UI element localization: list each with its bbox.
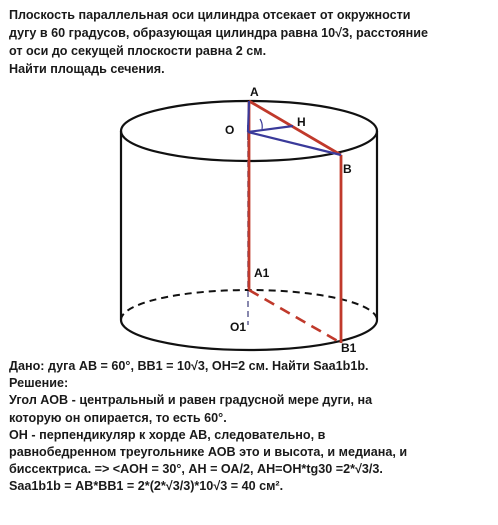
cylinder-bottom-back-arc — [121, 290, 377, 320]
label-b: B — [343, 162, 352, 176]
segment-ob — [248, 132, 341, 155]
solution-text — [9, 358, 495, 496]
section-edge-a1b1 — [249, 290, 341, 343]
solution-line: биссектриса. => <АОН = 30°, АН = ОА/2, АН=ОН*tg30 =2*√3/3. — [9, 462, 383, 477]
solution-line: Решение: — [9, 376, 69, 391]
angle-arc — [260, 119, 262, 129]
problem-line: Плоскость параллельная оси цилиндра отсекает от окружности — [9, 8, 411, 22]
solution-line: Saa1b1b = АВ*ВВ1 = 2*(2*√3/3)*10√3 = 40 см². — [9, 479, 284, 494]
cylinder-bottom-front-arc — [121, 320, 377, 350]
solution-line: ОН - перпендикуляр к хорде АВ, следовательно, в — [9, 427, 326, 442]
solution-line: равнобедренном треугольнике АОВ это и высота, и медиана, и — [9, 445, 408, 460]
solution-line: которую он опирается, то есть 60°. — [9, 410, 227, 425]
solution-line: Дано: дуга АВ = 60°, ВВ1 = 10√3, ОН=2 см. Найти Saa1b1b. — [9, 359, 369, 373]
label-o: O — [225, 123, 235, 137]
label-b1: B1 — [341, 341, 357, 355]
label-a: A — [250, 85, 259, 99]
problem-line: от оси до секущей плоскости равна 2 см. — [9, 44, 267, 58]
section-edge-ab — [249, 101, 341, 155]
solution-line: Угол АОВ - центральный и равен градусной мере дуги, на — [9, 393, 373, 408]
label-o1: O1 — [230, 320, 247, 334]
problem-line: Найти площадь сечения. — [9, 62, 165, 76]
segment-oa — [248, 101, 249, 132]
label-a1: A1 — [254, 266, 270, 280]
label-h: H — [297, 115, 306, 129]
problem-line: дугу в 60 градусов, образующая цилиндра равна 10√3, расстояние — [9, 26, 428, 40]
segment-oh — [248, 126, 293, 132]
